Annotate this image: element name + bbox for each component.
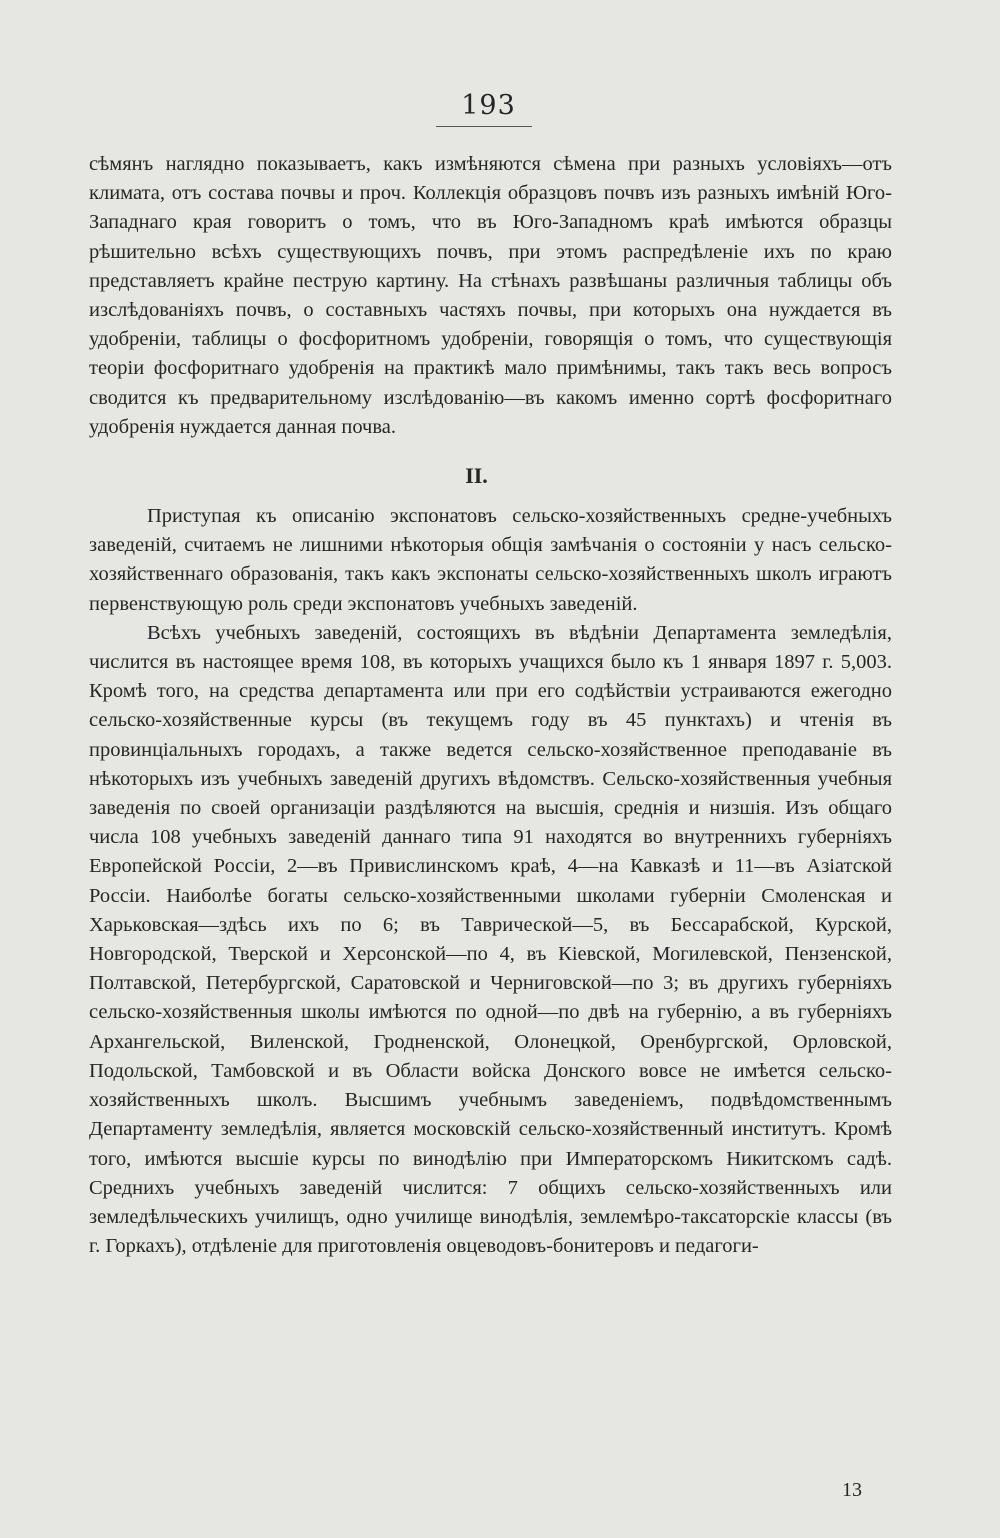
paragraph-continued: сѣмянъ наглядно показываетъ, какъ измѣняются сѣмена при разныхъ условіяхъ—отъ климата, отъ состава почвы и проч. Коллекція образцовъ почвъ изъ разныхъ имѣній Юго-Западнаго края говоритъ о томъ, что въ Юго-Западномъ краѣ имѣются образцы рѣшительно всѣхъ существующихъ почвъ, при этомъ распредѣленіе ихъ по краю представляетъ крайне пеструю картину. На стѣнахъ развѣшаны различныя таблицы объ изслѣдованіяхъ почвъ, о составныхъ частяхъ почвы, при которыхъ она нуждается въ удобреніи, таблицы о фосфоритномъ удобреніи, говорящія о томъ, что существующія теоріи фосфоритнаго удобренія на практикѣ мало примѣнимы, такъ такъ весь вопросъ сводится къ предварительному изслѣдованію—въ какомъ именно сортѣ фосфоритнаго удобренія нуждается данная почва. — [89, 153, 892, 438]
paragraph-intro: Приступая къ описанію экспонатовъ сельско-хозяйственныхъ средне-учебныхъ заведеній, считаемъ не лишними нѣкоторыя общія замѣчанія о состояніи у насъ сельско-хозяйственнаго образованія, такъ какъ экспонаты сельско-хозяйственныхъ школъ играютъ первенствующую роль среди экспонатовъ учебныхъ заведеній. — [89, 505, 892, 615]
page-number: 193 — [461, 90, 516, 121]
page-number-rule — [436, 126, 532, 127]
text-column — [89, 150, 892, 1261]
printer-signature-mark: 13 — [842, 1479, 862, 1501]
section-heading: II. — [465, 463, 488, 489]
paragraph-statistics: Всѣхъ учебныхъ заведеній, состоящихъ въ вѣдѣніи Департамента земледѣлія, числится въ настоящее время 108, въ которыхъ учащихся было къ 1 января 1897 г. 5,003. Кромѣ того, на средства департамента или при его содѣйствіи устраиваются ежегодно сельско-хозяйственные курсы (въ текущемъ году въ 45 пунктахъ) и чтенія въ провинціальныхъ городахъ, а также ведется сельско-хозяйственное преподаваніе въ нѣкоторыхъ изъ учебныхъ заведеній другихъ вѣдомствъ. Сельско-хозяйственныя учебныя заведенія по своей организаціи раздѣляются на высшія, среднія и низшія. Изъ общаго числа 108 учебныхъ заведеній даннаго типа 91 находятся во внутреннихъ губерніяхъ Европейской Россіи, 2—въ Привислинскомъ краѣ, 4—на Кавказѣ и 11—въ Азіатской Россіи. Наиболѣе богаты сельско-хозяйственными школами губерніи Смоленская и Харьковская—здѣсь ихъ по 6; въ Таврической—5, въ Бессарабской, Курской, Новгородской, Тверской и Херсонской—по 4, въ Кіевской, Могилевской, Пензенской, Полтавской, Петербургской, Саратовской и Черниговской—по 3; въ другихъ губерніяхъ сельско-хозяйственныя школы имѣются по одной—по двѣ на губернію, а въ губерніяхъ Архангельской, Виленской, Гродненской, Олонецкой, Оренбургской, Орловской, Подольской, Тамбовской и въ Области войска Донского вовсе не имѣется сельско-хозяйственныхъ школъ. Высшимъ учебнымъ заведеніемъ, подвѣдомственнымъ Департаменту земледѣлія, является московскій сельско-хозяйственный институтъ. Кромѣ того, имѣются высшіе курсы по винодѣлію при Императорскомъ Никитскомъ садѣ. Среднихъ учебныхъ заведеній числится: 7 общихъ сельско-хозяйственныхъ или земледѣльческихъ училищъ, одно училище винодѣлія, землемѣро-таксаторскіе классы (въ г. Горкахъ), отдѣленіе для приготовленія овцеводовъ-бонитеровъ и педагоги- — [89, 621, 892, 1258]
